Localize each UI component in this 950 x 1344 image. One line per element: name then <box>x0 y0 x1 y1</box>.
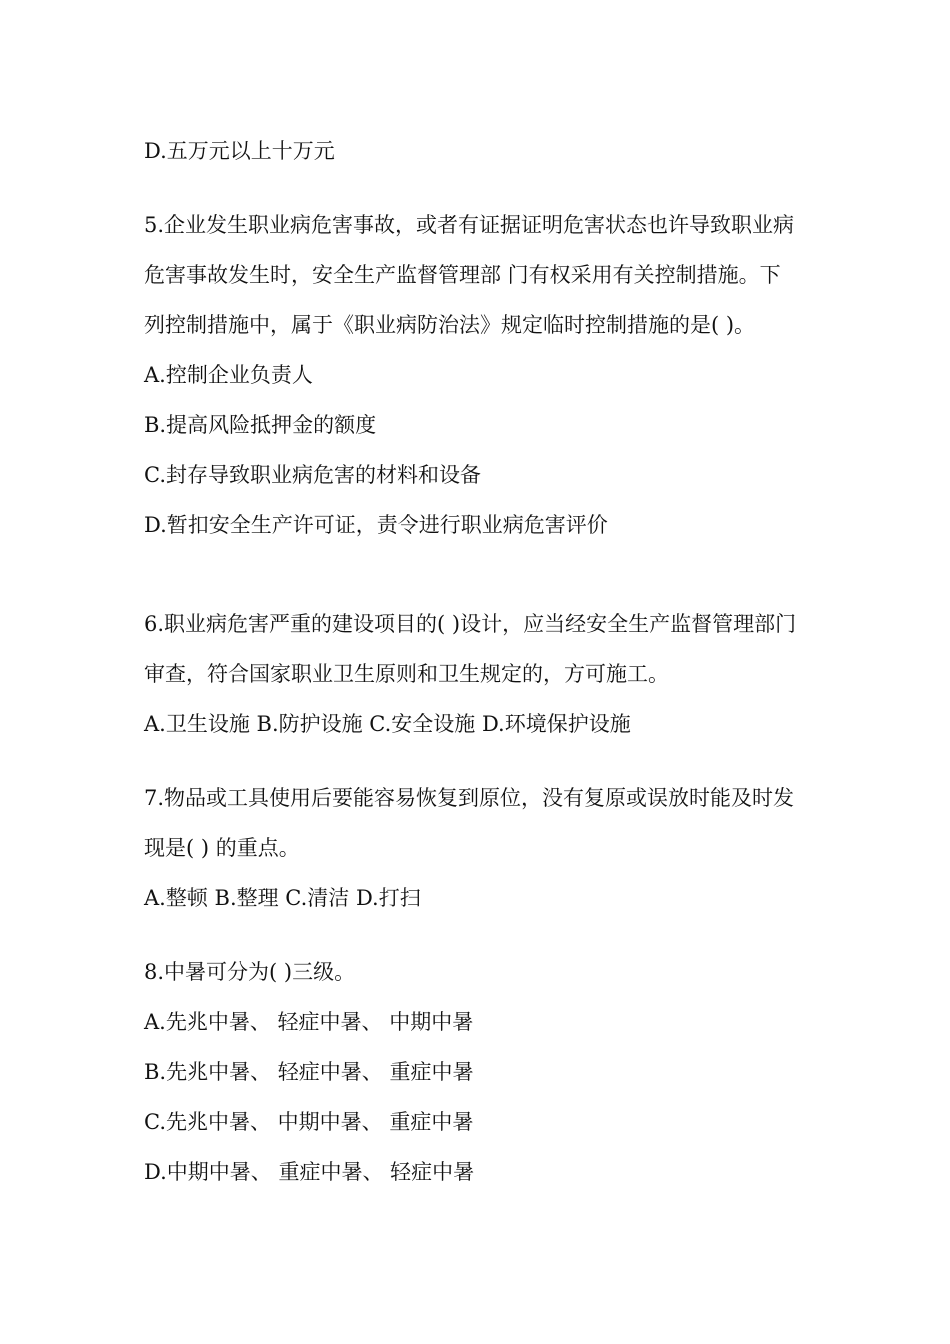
question-8-stem-line-1: 8.中暑可分为( )三级。 <box>144 960 356 984</box>
question-5-stem-line-3: 列控制措施中，属于《职业病防治法》规定临时控制措施的是( )。 <box>144 313 756 337</box>
question-6-stem-line-1: 6.职业病危害严重的建设项目的( )设计，应当经安全生产监督管理部门 <box>144 612 797 636</box>
question-5-stem-line-2: 危害事故发生时，安全生产监督管理部 门有权采用有关控制措施。下 <box>144 263 781 287</box>
question-5-option-a: A.控制企业负责人 <box>144 363 313 387</box>
question-5-stem-line-1: 5.企业发生职业病危害事故，或者有证据证明危害状态也许导致职业病 <box>144 213 795 237</box>
question-8-option-c: C.先兆中暑、 中期中暑、 重症中暑 <box>144 1110 474 1134</box>
question-8-option-b: B.先兆中暑、 轻症中暑、 重症中暑 <box>144 1060 474 1084</box>
question-6-options: A.卫生设施 B.防护设施 C.安全设施 D.环境保护设施 <box>144 712 631 736</box>
question-8-option-d: D.中期中暑、 重症中暑、 轻症中暑 <box>144 1160 475 1184</box>
prev-question-option-d: D.五万元以上十万元 <box>144 139 335 163</box>
question-5-option-d: D.暂扣安全生产许可证，责令进行职业病危害评价 <box>144 513 608 537</box>
question-7-stem-line-1: 7.物品或工具使用后要能容易恢复到原位，没有复原或误放时能及时发 <box>144 786 795 810</box>
question-5-option-b: B.提高风险抵押金的额度 <box>144 413 377 437</box>
question-8-option-a: A.先兆中暑、 轻症中暑、 中期中暑 <box>144 1010 474 1034</box>
question-7-options: A.整顿 B.整理 C.清洁 D.打扫 <box>144 886 421 910</box>
question-5-option-c: C.封存导致职业病危害的材料和设备 <box>144 463 481 487</box>
question-7-stem-line-2: 现是( ) 的重点。 <box>144 836 300 860</box>
question-6-stem-line-2: 审查，符合国家职业卫生原则和卫生规定的，方可施工。 <box>144 662 669 686</box>
